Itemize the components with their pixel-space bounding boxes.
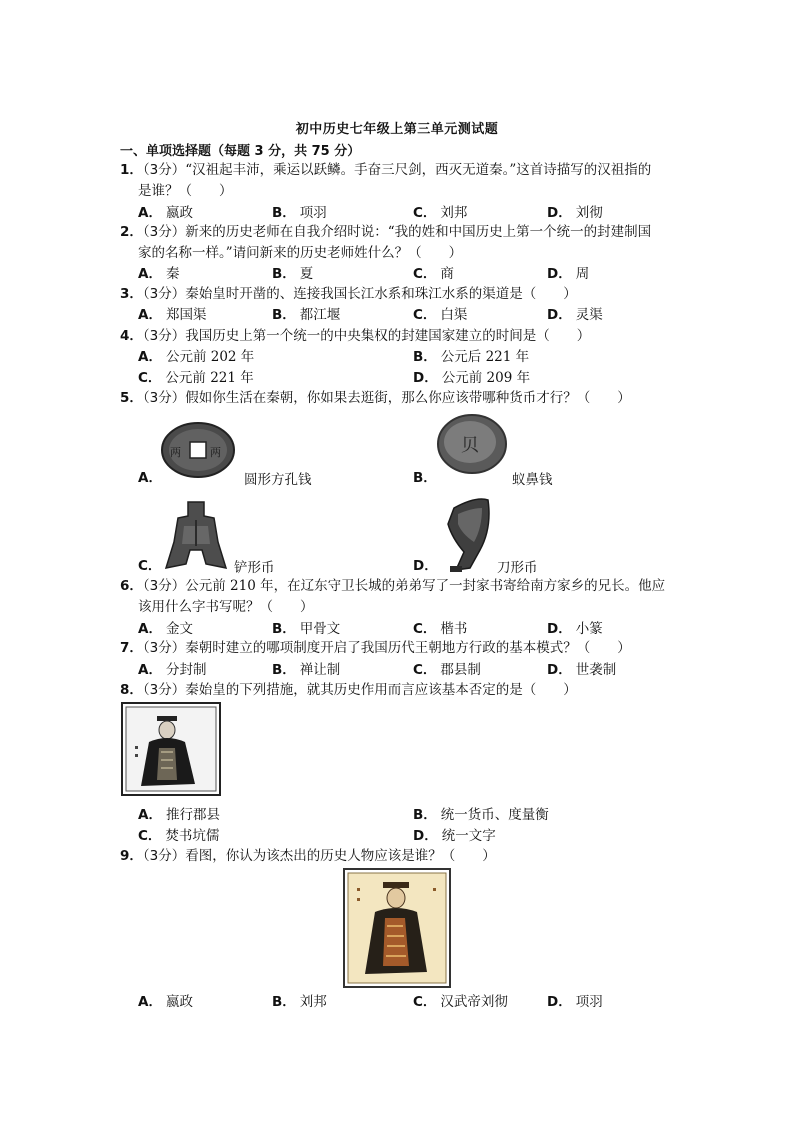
- q7-option-b[interactable]: [272, 660, 340, 680]
- option-label: A．: [138, 349, 162, 365]
- option-label: B．: [413, 349, 437, 365]
- option-text: 公元后 221 年: [440, 349, 530, 365]
- option-label: D．: [547, 307, 572, 323]
- question-number: 8．: [120, 682, 143, 698]
- option-text: 小篆: [575, 621, 603, 637]
- option-text: 分封制: [165, 662, 207, 678]
- question-text: 公元前 210 年，在辽东守卫长城的弟弟写了一封家书寄给南方家乡的兄长。他应: [185, 578, 666, 594]
- spade-coin-image[interactable]: [158, 498, 234, 574]
- question-8: [120, 680, 680, 701]
- question-points: （3分）: [142, 682, 186, 698]
- option-text: 都江堰: [299, 307, 341, 323]
- question-2: [120, 222, 680, 264]
- option-text: 禅让制: [299, 662, 341, 678]
- q5-option-c-caption: 铲形币: [234, 560, 275, 576]
- question-9: [120, 846, 680, 867]
- option-text: 统一货币、度量衡: [440, 807, 549, 823]
- option-text: 焚书坑儒: [165, 828, 220, 844]
- option-label: B．: [272, 621, 296, 637]
- q6-option-a[interactable]: [138, 619, 193, 639]
- option-label: B．: [272, 662, 296, 678]
- option-text: 项羽: [575, 994, 603, 1010]
- question-points: （3分）: [142, 162, 186, 178]
- question-text-cont: 该用什么字书写呢？（ ）: [138, 599, 314, 615]
- question-text: 新来的历史老师在自我介绍时说：“我的姓和中国历史上第一个统一的封建制国: [185, 224, 652, 240]
- q2-option-b[interactable]: [272, 264, 313, 284]
- coin-glyph-right: 两: [210, 446, 221, 459]
- q6-option-d[interactable]: [547, 619, 603, 639]
- option-label: A．: [138, 307, 162, 323]
- option-text: 公元前 209 年: [441, 370, 531, 386]
- option-label: D．: [547, 205, 572, 221]
- option-label: A．: [138, 470, 162, 486]
- exam-title: 初中历史七年级上第三单元测试题: [295, 122, 499, 137]
- option-text: 夏: [299, 266, 314, 282]
- option-text: 公元前 221 年: [165, 370, 254, 386]
- question-points: （3分）: [142, 640, 186, 656]
- q3-option-b[interactable]: [272, 305, 340, 325]
- question-text-cont: 家的名称一样。”请问新来的历史老师姓什么？（ ）: [138, 245, 463, 261]
- question-text: 秦始皇的下列措施，就其历史作用而言应该基本否定的是（ ）: [185, 682, 577, 698]
- option-text: 世袭制: [575, 662, 617, 678]
- option-label: B．: [413, 807, 437, 823]
- option-label: A．: [138, 205, 162, 221]
- knife-coin-image[interactable]: [436, 494, 496, 576]
- q3-option-c[interactable]: [413, 305, 467, 325]
- question-number: 1．: [120, 162, 143, 178]
- option-label: C．: [413, 994, 437, 1010]
- option-text: 周: [575, 266, 590, 282]
- q5-option-a-caption: 圆形方孔钱: [244, 472, 312, 488]
- question-number: 3．: [120, 286, 143, 302]
- option-label: D．: [413, 558, 438, 574]
- option-text: 甲骨文: [299, 621, 341, 637]
- option-text: 公元前 202 年: [165, 349, 255, 365]
- option-text: 楷书: [440, 621, 468, 637]
- q6-option-c[interactable]: [413, 619, 467, 639]
- q8-option-a[interactable]: [138, 805, 220, 825]
- q9-option-c[interactable]: [413, 992, 508, 1012]
- question-points: （3分）: [142, 224, 186, 240]
- emperor-portrait-color: [343, 868, 451, 988]
- q8-option-c[interactable]: [138, 826, 219, 846]
- ant-nose-coin-image[interactable]: [434, 412, 510, 476]
- option-text: 项羽: [299, 205, 327, 221]
- question-points: （3分）: [142, 328, 186, 344]
- q7-option-c[interactable]: [413, 660, 481, 680]
- option-label: C．: [413, 205, 437, 221]
- option-label: C．: [413, 307, 437, 323]
- q4-option-d[interactable]: [413, 368, 530, 388]
- q9-option-b[interactable]: [272, 992, 327, 1012]
- option-label: C．: [413, 266, 437, 282]
- q5-option-d-caption: 刀形币: [497, 560, 538, 576]
- option-text: 推行郡县: [165, 807, 220, 823]
- question-text: 假如你生活在秦朝，你如果去逛街，那么你应该带哪种货币才行？（ ）: [185, 390, 631, 406]
- q1-option-b[interactable]: [272, 203, 327, 223]
- q7-option-d[interactable]: [547, 660, 616, 680]
- option-label: C．: [413, 621, 437, 637]
- question-points: （3分）: [142, 848, 186, 864]
- q3-option-a[interactable]: [138, 305, 206, 325]
- q2-option-a[interactable]: [138, 264, 179, 284]
- option-text: 灵渠: [575, 307, 603, 323]
- option-text: 白渠: [440, 307, 468, 323]
- option-label: A．: [138, 994, 162, 1010]
- q1-option-d[interactable]: [547, 203, 603, 223]
- question-number: 2．: [120, 224, 143, 240]
- question-text: 秦朝时建立的哪项制度开启了我国历代王朝地方行政的基本模式？（ ）: [185, 640, 631, 656]
- q9-option-a[interactable]: [138, 992, 193, 1012]
- option-label: B．: [272, 994, 296, 1010]
- question-number: 9．: [120, 848, 143, 864]
- option-label: A．: [138, 662, 162, 678]
- option-text: 金文: [165, 621, 193, 637]
- question-text: 秦始皇时开凿的、连接我国长江水系和珠江水系的渠道是（ ）: [185, 286, 577, 302]
- option-label: B．: [272, 266, 296, 282]
- q6-option-b[interactable]: [272, 619, 340, 639]
- q4-option-c[interactable]: [138, 368, 254, 388]
- question-text: “汉祖起丰沛，乘运以跃鳞。手奋三尺剑，西灭无道秦。”这首诗描写的汉祖指的: [185, 162, 652, 178]
- option-text: 统一文字: [441, 828, 496, 844]
- option-label: D．: [413, 370, 438, 386]
- option-text: 刘邦: [440, 205, 468, 221]
- question-points: （3分）: [142, 578, 186, 594]
- option-label: C．: [138, 558, 162, 574]
- option-label: D．: [547, 266, 572, 282]
- q8-option-d[interactable]: [413, 826, 496, 846]
- option-label: B．: [272, 307, 296, 323]
- section-heading: 一、单项选择题（每题 3 分，共 75 分）: [120, 144, 361, 159]
- q2-option-c[interactable]: [413, 264, 454, 284]
- question-7: [120, 638, 680, 659]
- q3-option-d[interactable]: [547, 305, 603, 325]
- option-text: 汉武帝刘彻: [440, 994, 508, 1010]
- q7-option-a[interactable]: [138, 660, 206, 680]
- q5-option-b-caption: 蚁鼻钱: [512, 472, 553, 488]
- option-text: 商: [440, 266, 454, 282]
- option-label: A．: [138, 621, 162, 637]
- question-number: 6．: [120, 578, 143, 594]
- option-label: C．: [413, 662, 437, 678]
- question-text: 我国历史上第一个统一的中央集权的封建国家建立的时间是（ ）: [185, 328, 591, 344]
- question-number: 7．: [120, 640, 143, 656]
- q1-option-a[interactable]: [138, 203, 193, 223]
- coin-glyph-left: 两: [170, 446, 181, 459]
- question-number: 4．: [120, 328, 143, 344]
- option-label: A．: [138, 266, 162, 282]
- question-4: [120, 326, 680, 347]
- option-text: 秦: [165, 266, 180, 282]
- option-text: 嬴政: [165, 205, 193, 221]
- question-text: 看图，你认为该杰出的历史人物应该是谁？（ ）: [185, 848, 496, 864]
- question-points: （3分）: [142, 390, 186, 406]
- option-label: B．: [272, 205, 296, 221]
- question-number: 5．: [120, 390, 143, 406]
- option-text: 郡县制: [440, 662, 481, 678]
- question-points: （3分）: [142, 286, 186, 302]
- question-1: [120, 160, 680, 202]
- option-text: 刘彻: [575, 205, 603, 221]
- option-label: D．: [413, 828, 438, 844]
- option-label: D．: [547, 621, 572, 637]
- q2-option-d[interactable]: [547, 264, 589, 284]
- option-label: D．: [547, 662, 572, 678]
- q4-option-a[interactable]: [138, 347, 254, 367]
- coin-glyph: 贝: [461, 435, 479, 456]
- question-5: [120, 388, 680, 409]
- option-label: D．: [547, 994, 572, 1010]
- option-label: B．: [413, 470, 437, 486]
- option-text: 嬴政: [165, 994, 193, 1010]
- q8-option-b[interactable]: [413, 805, 549, 825]
- q1-option-c[interactable]: [413, 203, 467, 223]
- option-text: 郑国渠: [165, 307, 207, 323]
- option-text: 刘邦: [299, 994, 327, 1010]
- option-label: C．: [138, 370, 162, 386]
- question-6: [120, 576, 680, 618]
- option-label: A．: [138, 807, 162, 823]
- question-text-cont: 是谁？（ ）: [138, 183, 233, 199]
- emperor-portrait-small: [121, 702, 221, 796]
- round-coin-image[interactable]: [158, 418, 238, 482]
- q9-option-d[interactable]: [547, 992, 603, 1012]
- q4-option-b[interactable]: [413, 347, 529, 367]
- option-label: C．: [138, 828, 162, 844]
- question-3: [120, 284, 680, 305]
